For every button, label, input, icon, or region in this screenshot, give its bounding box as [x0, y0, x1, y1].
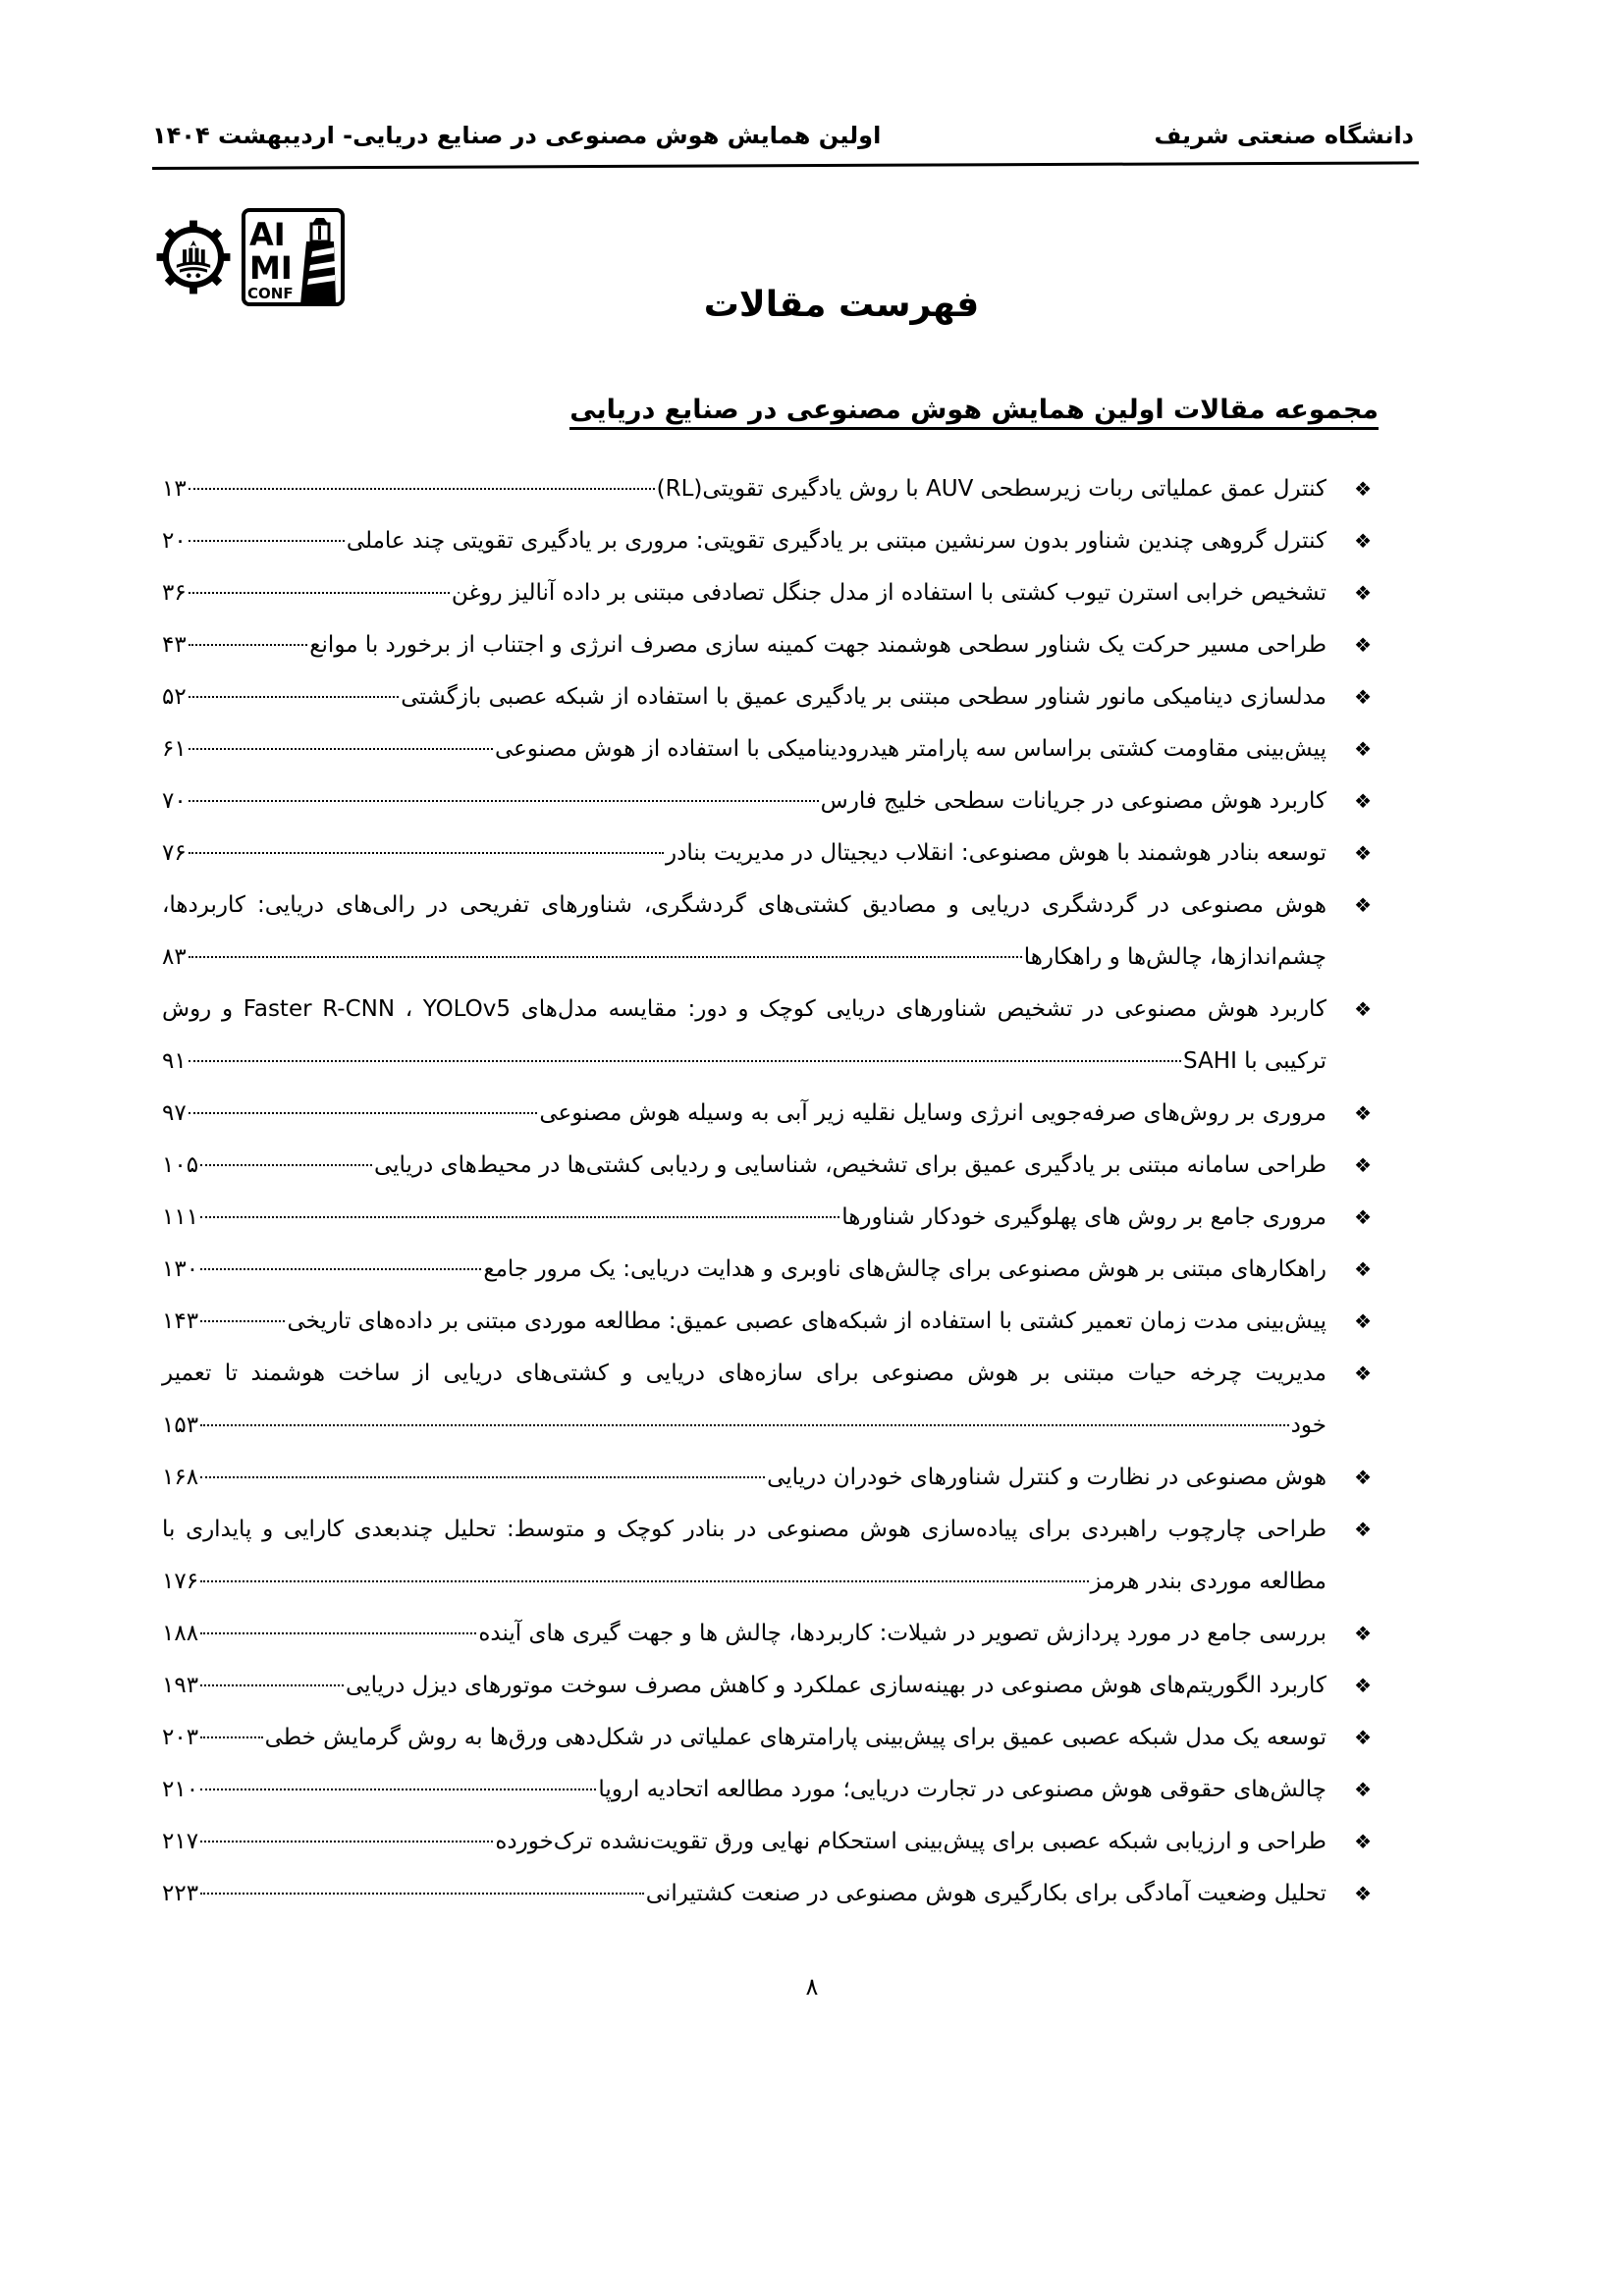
diamond-bullet-icon: ❖	[1354, 1518, 1372, 1541]
toc-entry-title: کاربرد هوش مصنوعی در جریانات سطحی خلیج فارس	[820, 788, 1326, 814]
diamond-bullet-icon: ❖	[1354, 1257, 1372, 1281]
dot-leader	[189, 592, 450, 594]
toc-entry-page: ۲۰۳	[162, 1725, 199, 1750]
toc-entry-page: ۱۳	[162, 476, 187, 502]
toc-entry-title-line1: کاربرد هوش مصنوعی در تشخیص شناورهای دریایی کوچک و دور: مقایسه مدل‌های Faster R-CNN ، YOLOv5 و روش	[162, 996, 1326, 1022]
toc-entry-page: ۶۱	[162, 736, 187, 762]
toc-entry-title: ترکیبی با SAHI	[1183, 1048, 1326, 1074]
diamond-bullet-icon: ❖	[1354, 789, 1372, 813]
toc-entry-page: ۳۶	[162, 580, 187, 606]
dot-leader	[200, 1424, 1289, 1426]
toc-entry[interactable]	[162, 1608, 1380, 1660]
dot-leader	[189, 696, 400, 698]
dot-leader	[200, 1216, 839, 1218]
dot-leader	[189, 748, 493, 750]
toc-entry-page: ۱۳۰	[162, 1256, 199, 1282]
toc-entry-title: طراحی و ارزیابی شبکه عصبی برای پیش‌بینی استحکام نهایی ورق تقویت‌نشده ترک‌خورده	[495, 1829, 1326, 1854]
svg-text:MI: MI	[249, 249, 293, 287]
diamond-bullet-icon: ❖	[1354, 737, 1372, 761]
dot-leader	[200, 1268, 481, 1270]
diamond-bullet-icon: ❖	[1354, 1466, 1372, 1489]
toc-entry-page: ۱۸۸	[162, 1621, 199, 1646]
toc-entry[interactable]	[162, 1140, 1380, 1192]
toc-entry[interactable]	[162, 828, 1380, 880]
toc-entry-page: ۸۳	[162, 944, 187, 970]
diamond-bullet-icon: ❖	[1354, 1622, 1372, 1645]
table-of-contents	[162, 463, 1380, 1920]
toc-entry-title: چالش‌های حقوقی هوش مصنوعی در تجارت دریایی؛ مورد مطالعه اتحادیه اروپا	[598, 1777, 1326, 1802]
toc-entry[interactable]	[162, 1088, 1380, 1140]
toc-entry-title: کاربرد الگوریتم‌های هوش مصنوعی در بهینه‌سازی عملکرد و کاهش مصرف سوخت موتورهای دیزل دریایی	[346, 1673, 1326, 1698]
toc-entry-page: ۱۱۱	[162, 1204, 199, 1230]
dot-leader	[200, 1476, 765, 1478]
section-title: مجموعه مقالات اولین همایش هوش مصنوعی در صنایع دریایی	[569, 395, 1379, 430]
toc-entry[interactable]	[162, 1764, 1380, 1816]
diamond-bullet-icon: ❖	[1354, 1101, 1372, 1125]
toc-entry-title: تشخیص خرابی استرن تیوب کشتی با استفاده از مدل جنگل تصادفی مبتنی بر داده آنالیز روغن	[451, 580, 1326, 606]
toc-entry[interactable]	[162, 775, 1380, 828]
dot-leader	[189, 540, 345, 542]
toc-entry-title: طراحی سامانه مبتنی بر یادگیری عمیق برای تشخیص، شناسایی و ردیابی کشتی‌ها در محیط‌های دریایی	[373, 1152, 1326, 1178]
toc-entry[interactable]	[162, 567, 1380, 619]
toc-entry-title: راهکارهای مبتنی بر هوش مصنوعی برای چالش‌های ناوبری و هدایت دریایی: یک مرور جامع	[483, 1256, 1326, 1282]
dot-leader	[200, 1320, 285, 1322]
dot-leader	[189, 852, 664, 854]
diamond-bullet-icon: ❖	[1354, 633, 1372, 657]
toc-entry-page: ۷۰	[162, 788, 187, 814]
toc-entry-title: مطالعه موردی بندر هرمز	[1090, 1569, 1326, 1594]
toc-entry-page: ۱۴۳	[162, 1308, 199, 1334]
toc-entry[interactable]	[162, 723, 1380, 775]
diamond-bullet-icon: ❖	[1354, 997, 1372, 1021]
toc-entry[interactable]	[162, 1816, 1380, 1868]
diamond-bullet-icon: ❖	[1354, 529, 1372, 553]
toc-entry-page: ۵۲	[162, 684, 187, 710]
dot-leader	[200, 1841, 493, 1842]
diamond-bullet-icon: ❖	[1354, 1205, 1372, 1229]
toc-entry-title: طراحی مسیر حرکت یک شناور سطحی هوشمند جهت کمینه سازی مصرف انرژی و اجتناب از برخورد با موانع	[309, 632, 1326, 658]
diamond-bullet-icon: ❖	[1354, 1153, 1372, 1177]
dot-leader	[200, 1164, 372, 1166]
toc-entry-title: پیش‌بینی مقاومت کشتی براساس سه پارامتر هیدرودینامیکی با استفاده از هوش مصنوعی	[495, 736, 1326, 762]
toc-entry[interactable]	[162, 671, 1380, 723]
toc-entry[interactable]	[162, 1192, 1380, 1244]
diamond-bullet-icon: ❖	[1354, 1362, 1372, 1385]
toc-entry[interactable]	[162, 1452, 1380, 1504]
dot-leader	[189, 800, 819, 802]
diamond-bullet-icon: ❖	[1354, 1778, 1372, 1801]
toc-entry-title: کنترل گروهی چندین شناور بدون سرنشین مبتنی بر یادگیری تقویتی: مروری بر یادگیری تقویتی چند عاملی	[346, 528, 1326, 554]
toc-entry[interactable]	[162, 1504, 1380, 1608]
toc-entry-page: ۱۷۶	[162, 1569, 199, 1594]
dot-leader	[189, 488, 655, 490]
toc-entry-page: ۱۰۵	[162, 1152, 199, 1178]
toc-entry-title: مدلسازی دینامیکی مانور شناور سطحی مبتنی بر یادگیری عمیق با استفاده از شبکه عصبی بازگشتی	[401, 684, 1326, 710]
diamond-bullet-icon: ❖	[1354, 841, 1372, 865]
toc-entry-title: خود	[1290, 1413, 1326, 1438]
dot-leader	[189, 956, 1022, 958]
toc-entry[interactable]	[162, 515, 1380, 567]
toc-entry-page: ۲۱۷	[162, 1829, 199, 1854]
dot-leader	[200, 1736, 263, 1738]
toc-entry-title: مروری جامع بر روش های پهلوگیری خودکار شناورها	[841, 1204, 1326, 1230]
toc-entry[interactable]	[162, 1348, 1380, 1452]
toc-entry[interactable]	[162, 984, 1380, 1088]
toc-entry-page: ۱۵۳	[162, 1413, 199, 1438]
diamond-bullet-icon: ❖	[1354, 1830, 1372, 1853]
dot-leader	[189, 1060, 1181, 1062]
diamond-bullet-icon: ❖	[1354, 1309, 1372, 1333]
toc-entry-title: پیش‌بینی مدت زمان تعمیر کشتی با استفاده از شبکه‌های عصبی عمیق: مطالعه موردی مبتنی بر داده‌های تاریخی	[287, 1308, 1326, 1334]
diamond-bullet-icon: ❖	[1354, 893, 1372, 917]
toc-entry-title-line1: مدیریت چرخه حیات مبتنی بر هوش مصنوعی برای سازه‌های دریایی و کشتی‌های دریایی از ساخت هوشمند تا تعمیر	[162, 1361, 1326, 1386]
dot-leader	[189, 644, 308, 646]
toc-entry-page: ۱۶۸	[162, 1465, 199, 1490]
diamond-bullet-icon: ❖	[1354, 477, 1372, 501]
toc-entry-title: بررسی جامع در مورد پردازش تصویر در شیلات: کاربردها، چالش ها و جهت گیری های آینده	[478, 1621, 1326, 1646]
header-institution: دانشگاه صنعتی شریف	[1154, 122, 1414, 149]
dot-leader	[200, 1684, 344, 1686]
dot-leader	[200, 1893, 644, 1895]
toc-entry[interactable]	[162, 880, 1380, 984]
toc-entry[interactable]	[162, 1660, 1380, 1712]
toc-entry-title: مروری بر روش‌های صرفه‌جویی انرژی وسایل نقلیه زیر آبی به وسیله هوش مصنوعی	[539, 1100, 1326, 1126]
dot-leader	[189, 1112, 538, 1114]
dot-leader	[200, 1632, 476, 1634]
diamond-bullet-icon: ❖	[1354, 581, 1372, 605]
page-title: فهرست مقالات	[703, 285, 980, 325]
toc-entry-page: ۴۳	[162, 632, 187, 658]
toc-entry-title: توسعه بنادر هوشمند با هوش مصنوعی: انقلاب دیجیتال در مدیریت بنادر	[665, 840, 1326, 866]
svg-text:AI: AI	[249, 216, 286, 253]
svg-text:CONF: CONF	[247, 285, 294, 302]
dot-leader	[200, 1580, 1088, 1582]
diamond-bullet-icon: ❖	[1354, 1726, 1372, 1749]
toc-entry-title: چشم‌اندازها، چالش‌ها و راهکارها	[1023, 944, 1326, 970]
toc-entry[interactable]	[162, 619, 1380, 671]
toc-entry-title: توسعه یک مدل شبکه عصبی عمیق برای پیش‌بینی پارامترهای عملیاتی در شکل‌دهی ورق‌ها به روش گرمایش خطی	[264, 1725, 1326, 1750]
toc-entry[interactable]	[162, 463, 1380, 515]
toc-entry[interactable]	[162, 1244, 1380, 1296]
header-conference: اولین همایش هوش مصنوعی در صنایع دریایی- اردیبهشت ۱۴۰۴	[152, 122, 882, 149]
running-header	[152, 116, 1414, 155]
toc-entry-page: ۲۰	[162, 528, 187, 554]
header-divider	[152, 161, 1419, 170]
toc-entry-page: ۲۱۰	[162, 1777, 199, 1802]
toc-entry-title-line1: طراحی چارچوب راهبردی برای پیاده‌سازی هوش مصنوعی در بنادر کوچک و متوسط: تحلیل چندبعدی کارایی و پایداری با	[162, 1517, 1326, 1542]
toc-entry[interactable]	[162, 1868, 1380, 1920]
toc-entry-title: کنترل عمق عملیاتی ربات زیرسطحی AUV با روش یادگیری تقویتی(RL)	[656, 476, 1326, 502]
diamond-bullet-icon: ❖	[1354, 685, 1372, 709]
toc-entry-page: ۹۷	[162, 1100, 187, 1126]
diamond-bullet-icon: ❖	[1354, 1882, 1372, 1905]
toc-entry-title: هوش مصنوعی در نظارت و کنترل شناورهای خودران دریایی	[767, 1465, 1326, 1490]
page-number: ۸	[805, 1973, 819, 2001]
toc-entry-page: ۱۹۳	[162, 1673, 199, 1698]
toc-entry-title: تحلیل وضعیت آمادگی برای بکارگیری هوش مصنوعی در صنعت کشتیرانی	[645, 1881, 1326, 1906]
toc-entry-page: ۷۶	[162, 840, 187, 866]
dot-leader	[200, 1789, 596, 1790]
toc-entry[interactable]	[162, 1712, 1380, 1764]
toc-entry-page: ۹۱	[162, 1048, 187, 1074]
diamond-bullet-icon: ❖	[1354, 1674, 1372, 1697]
toc-entry-page: ۲۲۳	[162, 1881, 199, 1906]
toc-entry[interactable]	[162, 1296, 1380, 1348]
toc-entry-title-line1: هوش مصنوعی در گردشگری دریایی و مصادیق کشتی‌های گردشگری، شناورهای تفریحی در رالی‌های دریایی: کاربردها،	[162, 892, 1326, 918]
